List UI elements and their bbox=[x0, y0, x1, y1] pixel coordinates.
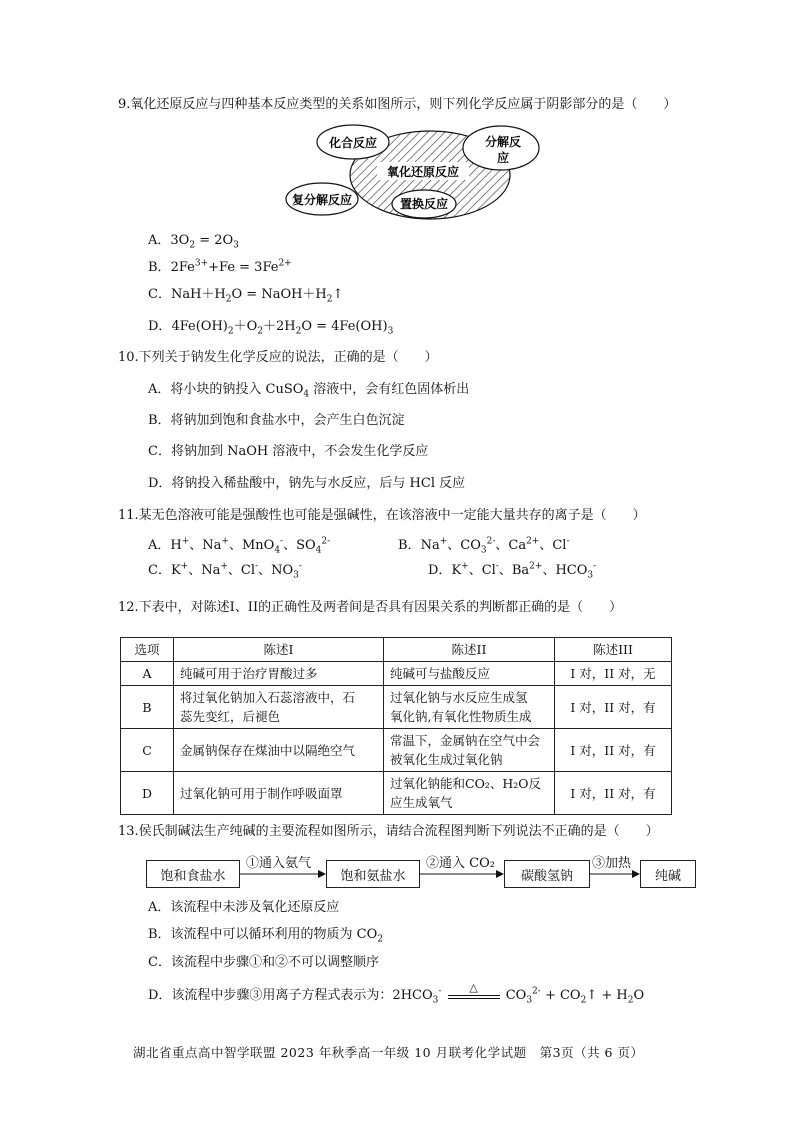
table-row bbox=[121, 686, 672, 729]
row-statement-2: 常温下，金属钠在空气中会 被氧化生成过氧化钠 bbox=[384, 729, 555, 772]
decomposition-label-b: 应 bbox=[496, 151, 510, 165]
row-option: C bbox=[121, 729, 174, 772]
q13-option-d: D．该流程中步骤③用离子方程式表示为：$2HCO_3^-$ △ $CO_3^{2-}$ + $CO_2↑ + H_2O$ bbox=[148, 981, 645, 1006]
flow-step-3: ③加热 bbox=[592, 856, 632, 871]
q10-stem: 10.下列关于钠发生化学反应的说法，正确的是（ ） bbox=[118, 350, 438, 365]
flow-box-sodium-bicarbonate: 碳酸氢钠 bbox=[504, 860, 590, 888]
q13-flowchart bbox=[146, 858, 706, 890]
q11-stem: 11.某无色溶液可能是强酸性也可能是强碱性，在该溶液中一定能大量共存的离子是（ ） bbox=[118, 508, 646, 523]
q13-stem: 13.侯氏制碱法生产纯碱的主要流程如图所示，请结合流程图判断下列说法不正确的是（ ） bbox=[118, 824, 659, 839]
q11-option-a: A．H+、Na+、MnO$_4$-、$SO_4^{2-}$ bbox=[148, 536, 331, 556]
q11-option-b: B．Na+、$CO_3^{2-}$、$Ca^{2+}$、Cl- bbox=[398, 536, 570, 556]
row-statement-2: 纯碱可与盐酸反应 bbox=[384, 662, 555, 686]
table-row bbox=[121, 729, 672, 772]
flow-box-saturated-brine: 饱和食盐水 bbox=[146, 860, 240, 888]
q12-table bbox=[120, 637, 672, 815]
q9-option-c: C．$NaH+H_2O$ = $NaOH+H_2↑$ bbox=[148, 287, 344, 305]
heat-condition-arrow: △ bbox=[446, 987, 502, 1005]
q12-stem: 12.下表中，对陈述I、II的正确性及两者间是否具有因果关系的判断都正确的是（ ） bbox=[118, 600, 623, 615]
row-statement-1: 金属钠保存在煤油中以隔绝空气 bbox=[174, 729, 384, 772]
q9-stem: 9.氧化还原反应与四种基本反应类型的关系如图所示，则下列化学反应属于阴影部分的是（ ） bbox=[118, 97, 677, 112]
row-statement-1: 将过氧化钠加入石蕊溶液中，石 蕊先变红，后褪色 bbox=[174, 686, 384, 729]
row-statement-1: 过氧化钠可用于制作呼吸面罩 bbox=[174, 772, 384, 815]
q9-venn-diagram bbox=[285, 122, 545, 222]
q9-option-a: A．$3O_2 = 2O_3$ bbox=[148, 233, 239, 251]
q10-option-d: D．将钠投入稀盐酸中，钠先与水反应，后与 HCl 反应 bbox=[148, 476, 466, 491]
row-statement-2: 过氧化钠能和CO₂、H₂O反 应生成氧气 bbox=[384, 772, 555, 815]
q9-option-d: D．$4Fe(OH)_2+O_2+2H_2O = 4Fe(OH)_3$ bbox=[148, 319, 394, 337]
displacement-label: 置换反应 bbox=[399, 197, 449, 211]
page-footer: 湖北省重点高中智学联盟 2023 年秋季高一年级 10 月联考化学试题 第3页（共 6 页） bbox=[133, 1045, 644, 1060]
flow-box-ammonia-brine: 饱和氨盐水 bbox=[326, 860, 420, 888]
q10-option-b: B．将钠加到饱和食盐水中，会产生白色沉淀 bbox=[148, 413, 405, 428]
row-statement-3: I 对，II 对，有 bbox=[555, 686, 672, 729]
flow-step-2: ②通入 CO₂ bbox=[426, 856, 495, 871]
row-statement-3: I 对，II 对，无 bbox=[555, 662, 672, 686]
decomposition-label-a: 分解反 bbox=[484, 135, 522, 149]
combination-label: 化合反应 bbox=[328, 136, 378, 150]
row-statement-3: I 对，II 对，有 bbox=[555, 729, 672, 772]
q9-option-b: B．$2Fe^{3+}+Fe = 3Fe^{2+}$ bbox=[148, 258, 292, 275]
q11-option-c: C．K+、Na+、Cl-、$NO_3^-$ bbox=[148, 561, 302, 581]
redox-label: 氧化还原反应 bbox=[386, 165, 460, 179]
q11-option-d: D．K+、Cl-、$Ba^{2+}$、$HCO_3^-$ bbox=[428, 561, 597, 581]
q13-option-c: C．该流程中步骤①和②不可以调整顺序 bbox=[148, 955, 379, 970]
flow-step-1: ①通入氨气 bbox=[246, 856, 312, 871]
q13-option-b: B．该流程中可以循环利用的物质为 $CO_2$ bbox=[148, 927, 384, 945]
flow-arrows bbox=[146, 858, 706, 890]
flow-box-soda-ash: 纯碱 bbox=[640, 860, 696, 888]
header-statement-1: 陈述I bbox=[174, 638, 384, 662]
row-option: D bbox=[121, 772, 174, 815]
table-row bbox=[121, 662, 672, 686]
header-statement-3: 陈述III bbox=[555, 638, 672, 662]
table-header-row bbox=[121, 638, 672, 662]
header-statement-2: 陈述II bbox=[384, 638, 555, 662]
row-statement-1: 纯碱可用于治疗胃酸过多 bbox=[174, 662, 384, 686]
q10-option-c: C．将钠加到 NaOH 溶液中，不会发生化学反应 bbox=[148, 444, 429, 459]
row-option: B bbox=[121, 686, 174, 729]
double-decomposition-label: 复分解反应 bbox=[291, 193, 353, 207]
header-option: 选项 bbox=[121, 638, 174, 662]
row-option: A bbox=[121, 662, 174, 686]
q10-option-a: A．将小块的钠投入 CuSO$_4$ 溶液中，会有红色固体析出 bbox=[148, 382, 470, 400]
row-statement-3: I 对，II 对，有 bbox=[555, 772, 672, 815]
table-row bbox=[121, 772, 672, 815]
row-statement-2: 过氧化钠与水反应生成氢 氧化钠,有氧化性物质生成 bbox=[384, 686, 555, 729]
q13-option-a: A．该流程中未涉及氧化还原反应 bbox=[148, 900, 340, 915]
